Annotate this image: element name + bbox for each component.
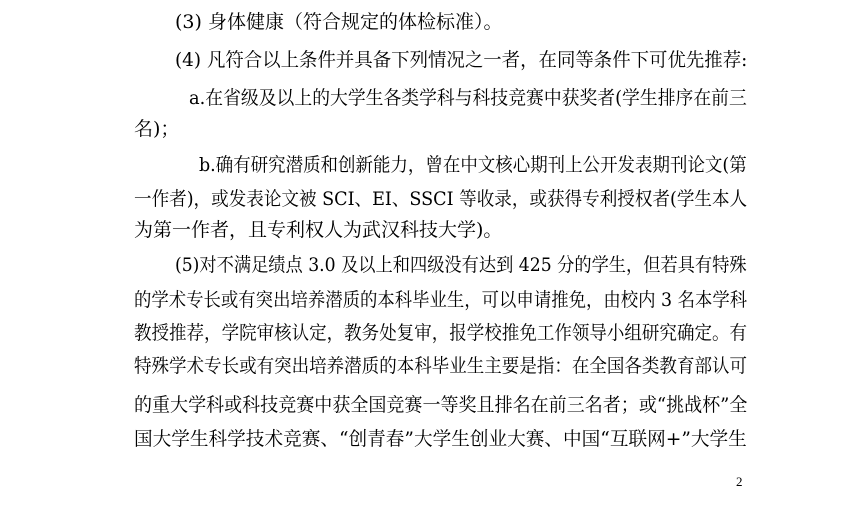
text-line: 为第一作者，且专利权人为武汉科技大学)。: [134, 219, 503, 241]
text-line: b.确有研究潜质和创新能力，曾在中文核心期刊上公开发表期刊论文(第: [199, 154, 747, 176]
text-line: 的重大学科或科技竞赛中获全国竞赛一等奖且排名在前三名者；或“挑战杯”全: [134, 394, 748, 416]
text-line: (4) 凡符合以上条件并具备下列情况之一者，在同等条件下可优先推荐:: [175, 49, 748, 71]
text-line: (5)对不满足绩点 3.0 及以上和四级没有达到 425 分的学生，但若具有特殊: [175, 254, 747, 276]
text-line: 教授推荐，学院审核认定，教务处复审，报学校推免工作领导小组研究确定。有: [134, 322, 748, 344]
text-line: 的学术专长或有突出培养潜质的本科毕业生，可以申请推免，由校内 3 名本学科: [134, 289, 748, 311]
page-number: 2: [736, 474, 743, 489]
text-line: (3) 身体健康（符合规定的体检标准）。: [175, 11, 503, 33]
text-line: 特殊学术专长或有突出培养潜质的本科毕业生主要是指：在全国各类教育部认可: [134, 355, 748, 377]
text-line: 国大学生科学技术竞赛、“创青春”大学生创业大赛、中国“互联网+”大学生: [134, 428, 747, 450]
text-line: a.在省级及以上的大学生各类学科与科技竞赛中获奖者(学生排序在前三: [189, 87, 747, 109]
text-line: 一作者)，或发表论文被 SCI、EI、SSCI 等收录，或获得专利授权者(学生本人: [134, 188, 748, 210]
text-line: 名)；: [134, 118, 180, 140]
